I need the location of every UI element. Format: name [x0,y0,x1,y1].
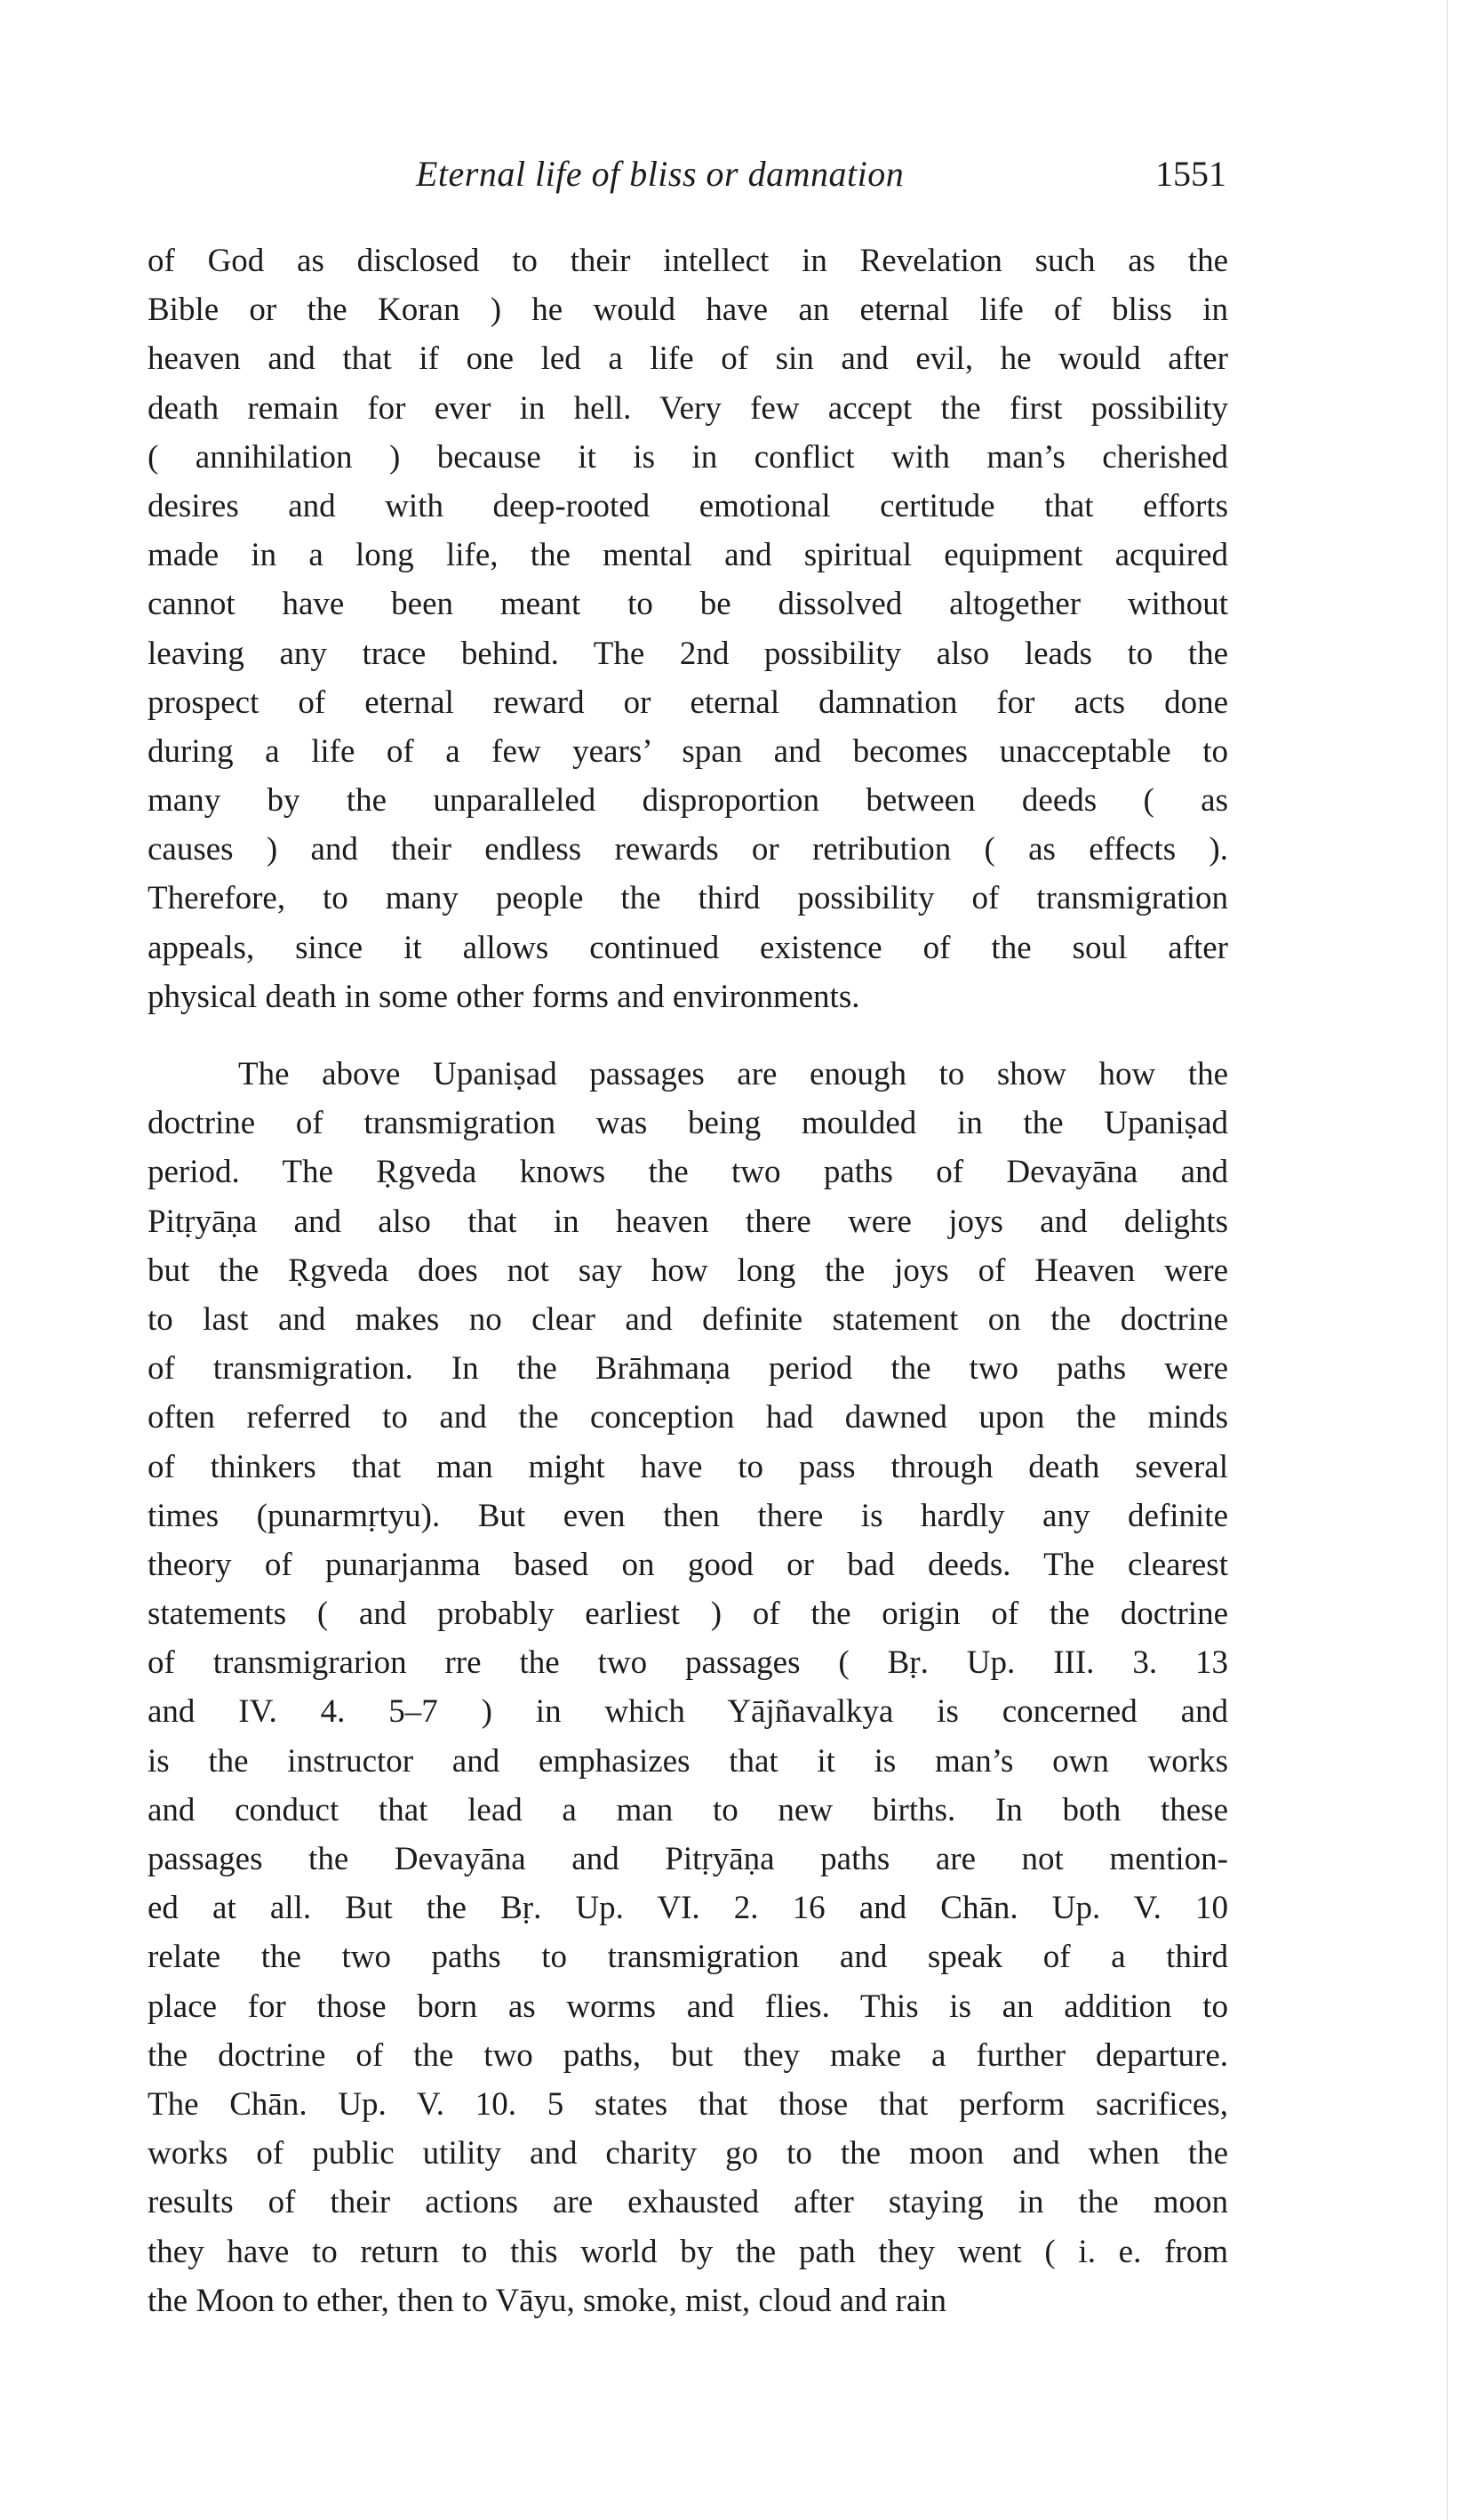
text-line: doctrine of transmigration was being moulded in the Upaniṣad [148,1105,1228,1142]
text-line: physical death in some other forms and environments. [148,978,860,1015]
page-number: 1551 [1155,154,1226,194]
text-line: during a life of a few years’ span and becomes unacceptable to [148,732,1228,770]
text-line: made in a long life, the mental and spiritual equipment acquired [148,537,1228,574]
page-header [149,153,1226,206]
text-line: The above Upaniṣad passages are enough to show how the [238,1056,1228,1092]
text-line: passages the Devayāna and Pitṛyāṇa paths are not mention- [148,1841,1228,1877]
text-line: prospect of eternal reward or eternal damnation for acts done [148,684,1228,721]
text-line: but the Ṛgveda does not say how long the joys of Heaven were [148,1252,1228,1289]
text-line: leaving any trace behind. The 2nd possibility also leads to the [148,635,1228,672]
text-line: to last and makes no clear and definite statement on the doctrine [148,1300,1228,1338]
body-text [148,236,1228,2354]
text-line: ed at all. But the Bṛ. Up. VI. 2. 16 and Chān. Up. V. 10 [148,1890,1228,1927]
text-line: period. The Ṛgveda knows the two paths of Devayāna and [148,1154,1228,1191]
text-line: often referred to and the conception had dawned upon the minds [148,1399,1228,1436]
paragraph-upanisad-passages [148,1050,1228,2325]
scan-edge-line [1447,0,1448,2520]
text-line: results of their actions are exhausted after staying in the moon [148,2184,1228,2221]
running-title: Eternal life of bliss or damnation [416,154,905,194]
text-line: statements ( and probably earliest ) of the origin of the doctrine [148,1596,1228,1633]
text-line: Therefore, to many people the third possibility of transmigration [148,880,1228,917]
text-line: causes ) and their endless rewards or retribution ( as effects ). [148,831,1228,868]
text-line: of God as disclosed to their intellect in Revelation such as the [148,243,1228,279]
text-line: and IV. 4. 5–7 ) in which Yājñavalkya is concerned and [148,1693,1228,1731]
paragraph-continued [148,236,1228,1021]
text-line: of transmigrarion rre the two passages ( Bṛ. Up. III. 3. 13 [148,1644,1228,1682]
text-line: ( annihilation ) because it is in conflict with man’s cherished [148,438,1228,476]
text-line: desires and with deep-rooted emotional certitude that efforts [148,487,1228,524]
text-line: they have to return to this world by the path they went ( i. e. from [148,2233,1228,2270]
text-line: place for those born as worms and flies. This is an addition to [148,1988,1228,2025]
text-line: cannot have been meant to be dissolved altogether without [148,586,1228,623]
text-line: heaven and that if one led a life of sin and evil, he would after [148,340,1228,378]
text-line: appeals, since it allows continued existence of the soul after [148,929,1228,966]
text-line: death remain for ever in hell. Very few accept the first possibility [148,389,1228,427]
text-line: theory of punarjanma based on good or bad deeds. The clearest [148,1546,1228,1583]
text-line: is the instructor and emphasizes that it is man’s own works [148,1742,1228,1780]
text-line: of transmigration. In the Brāhmaṇa period the two paths were [148,1350,1228,1388]
text-line: the doctrine of the two paths, but they make a further departure. [148,2036,1228,2074]
text-line: relate the two paths to transmigration and speak of a third [148,1939,1228,1976]
text-line: Pitṛyāṇa and also that in heaven there were joys and delights [148,1203,1228,1240]
text-line: and conduct that lead a man to new births. In both these [148,1791,1228,1828]
text-line: The Chān. Up. V. 10. 5 states that those that perform sacrifices, [148,2085,1228,2123]
text-line: the Moon to ether, then to Vāyu, smoke, mist, cloud and rain [148,2282,947,2319]
text-line: of thinkers that man might have to pass through death several [148,1448,1228,1485]
text-line: works of public utility and charity go to the moon and when the [148,2135,1228,2172]
text-line: Bible or the Koran ) he would have an eternal life of bliss in [148,292,1228,329]
text-line: many by the unparalleled disproportion between deeds ( as [148,782,1228,820]
text-line: times (punarmṛtyu). But even then there is hardly any definite [148,1497,1228,1534]
